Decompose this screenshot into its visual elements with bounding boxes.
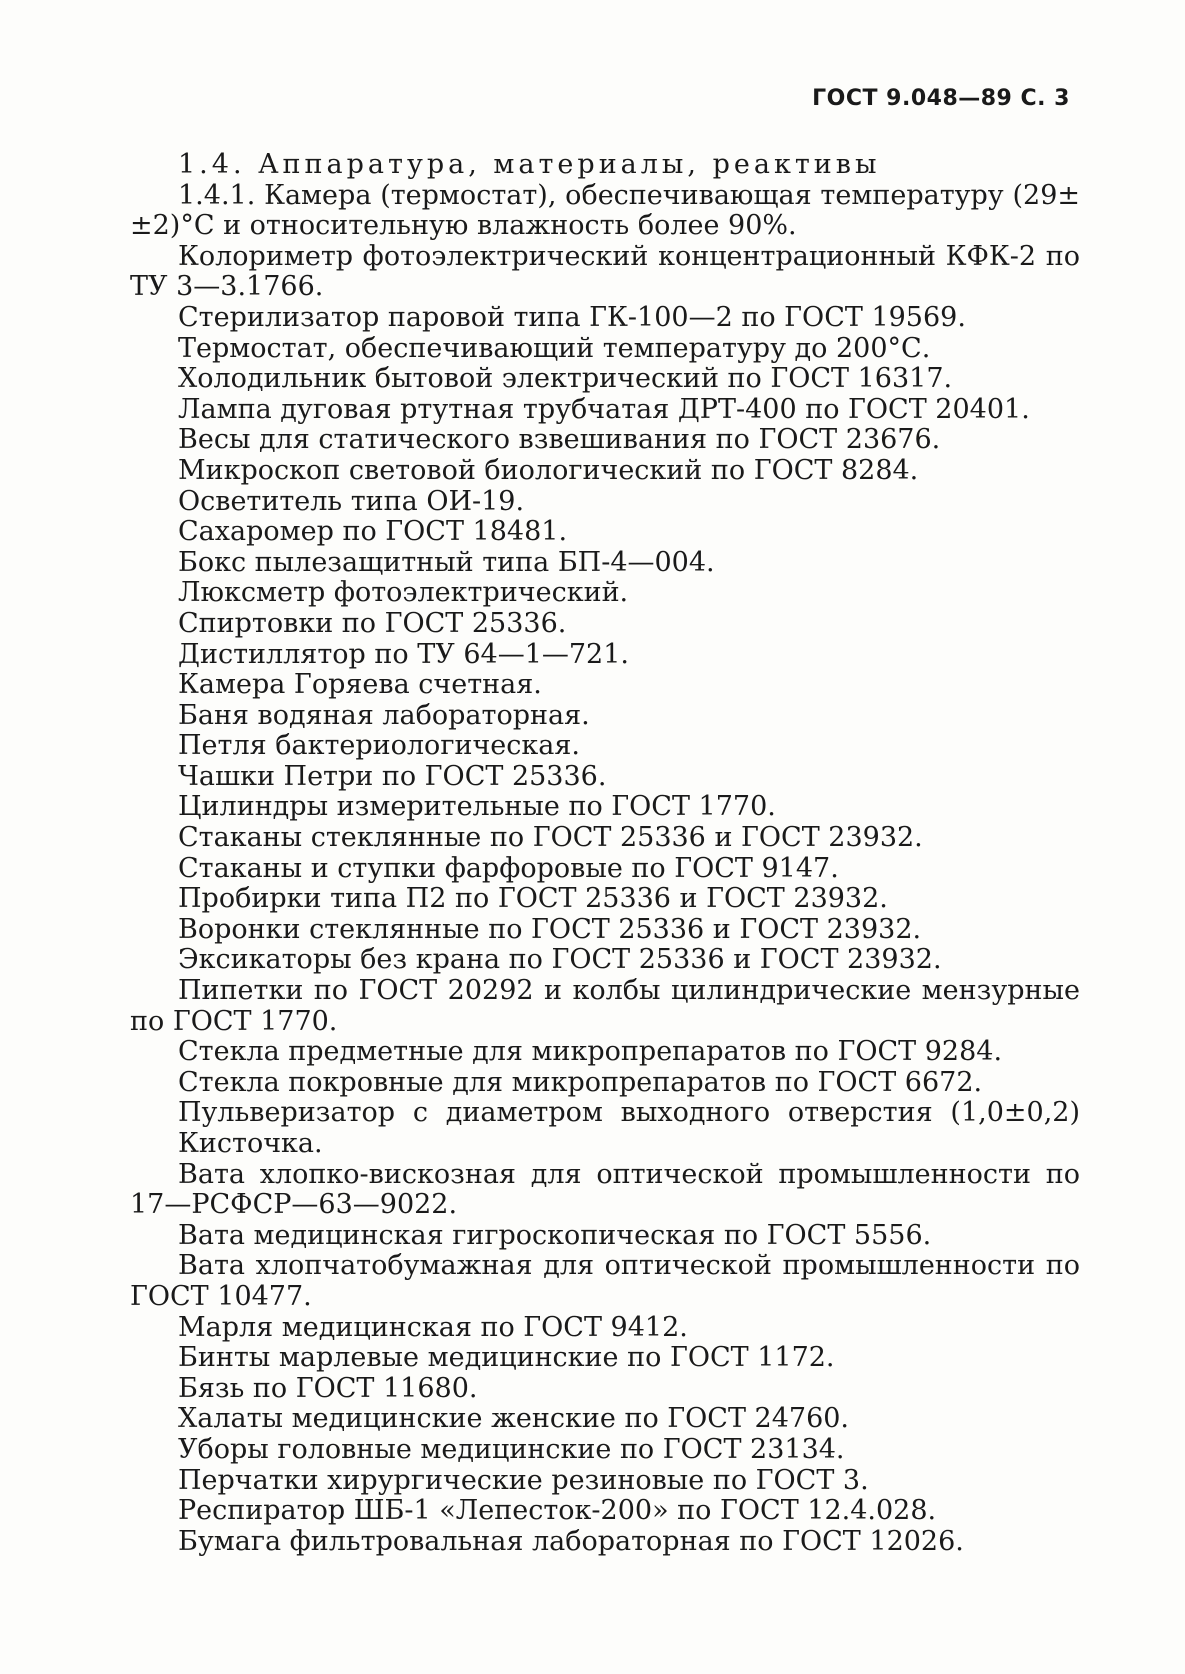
text-line: Стаканы стеклянные по ГОСТ 25336 и ГОСТ 23932. — [178, 823, 923, 854]
text-line: Воронки стеклянные по ГОСТ 25336 и ГОСТ 23932. — [178, 914, 922, 945]
text-line: Кисточка. — [178, 1129, 323, 1159]
text-line: Марля медицинская по ГОСТ 9412. — [178, 1312, 688, 1343]
text-line: Термостат, обеспечивающий температуру до 200°С. — [178, 333, 931, 364]
text-line: Пульверизатор с диаметром выходного отверстия (1,0±0,2) — [178, 1098, 1080, 1129]
text-line: Весы для статического взвешивания по ГОСТ 23676. — [178, 425, 941, 456]
text-line: Стаканы и ступки фарфоровые по ГОСТ 9147. — [178, 853, 839, 884]
text-line: Перчатки хирургические резиновые по ГОСТ 3. — [178, 1465, 869, 1496]
text-line: Стерилизатор паровой типа ГК-100—2 по ГОСТ 19569. — [178, 302, 966, 333]
text-line: Осветитель типа ОИ-19. — [178, 486, 525, 517]
document-body — [130, 150, 1080, 1557]
text-line: Стекла предметные для микропрепаратов по ГОСТ 9284. — [178, 1037, 1003, 1068]
text-line: по ГОСТ 1770. — [130, 1006, 338, 1037]
text-line: 17—РСФСР—63—9022. — [130, 1190, 458, 1221]
text-line: Колориметр фотоэлектрический концентрационный КФК-2 по — [178, 241, 1080, 272]
text-line: Вата медицинская гигроскопическая по ГОСТ 5556. — [178, 1220, 932, 1251]
text-line: Бязь по ГОСТ 11680. — [178, 1373, 478, 1404]
text-line: Холодильник бытовой электрический по ГОСТ 16317. — [178, 364, 953, 395]
page-header: ГОСТ 9.048—89 С. 3 — [812, 86, 1070, 111]
text-line: Дистиллятор по ТУ 64—1—721. — [178, 639, 629, 670]
text-line: Пробирки типа П2 по ГОСТ 25336 и ГОСТ 23932. — [178, 884, 888, 915]
text-line: Баня водяная лабораторная. — [178, 700, 590, 731]
text-line: Пипетки по ГОСТ 20292 и колбы цилиндрические мензурные — [178, 976, 1080, 1007]
text-line: Эксикаторы без крана по ГОСТ 25336 и ГОСТ 23932. — [178, 945, 942, 976]
text-line: Лампа дуговая ртутная трубчатая ДРТ-400 по ГОСТ 20401. — [178, 394, 1030, 425]
text-line: Чашки Петри по ГОСТ 25336. — [178, 761, 607, 792]
text-line: Вата хлопко-вискозная для оптической промышленности по — [178, 1159, 1080, 1190]
text-line: Камера Горяева счетная. — [178, 670, 542, 701]
text-line: Халаты медицинские женские по ГОСТ 24760. — [178, 1404, 850, 1435]
text-line: Бинты марлевые медицинские по ГОСТ 1172. — [178, 1343, 835, 1374]
text-line: Спиртовки по ГОСТ 25336. — [178, 608, 567, 639]
section-heading: 1.4. Аппаратура, материалы, реактивы — [178, 150, 881, 180]
text-line: Петля бактериологическая. — [178, 731, 580, 762]
text-line: ГОСТ 10477. — [130, 1281, 312, 1312]
text-line: Люксметр фотоэлектрический. — [178, 578, 629, 609]
text-line: Вата хлопчатобумажная для оптической промышленности по — [178, 1251, 1080, 1282]
text-line: Бокс пылезащитный типа БП-4—004. — [178, 547, 715, 578]
text-line: Бумага фильтровальная лабораторная по ГОСТ 12026. — [178, 1526, 964, 1557]
text-line: Цилиндры измерительные по ГОСТ 1770. — [178, 792, 776, 823]
text-line: 1.4.1. Камера (термостат), обеспечивающая температуру (29± — [178, 180, 1080, 211]
text-line: Сахаромер по ГОСТ 18481. — [178, 517, 568, 548]
text-line: ТУ 3—3.1766. — [130, 272, 324, 303]
text-line: Уборы головные медицинские по ГОСТ 23134. — [178, 1434, 845, 1465]
text-line: Стекла покровные для микропрепаратов по ГОСТ 6672. — [178, 1067, 983, 1098]
text-line: Микроскоп световой биологический по ГОСТ 8284. — [178, 455, 919, 486]
text-line: Респиратор ШБ-1 «Лепесток-200» по ГОСТ 12.4.028. — [178, 1496, 937, 1527]
text-line: ±2)°С и относительную влажность более 90%. — [130, 211, 797, 242]
